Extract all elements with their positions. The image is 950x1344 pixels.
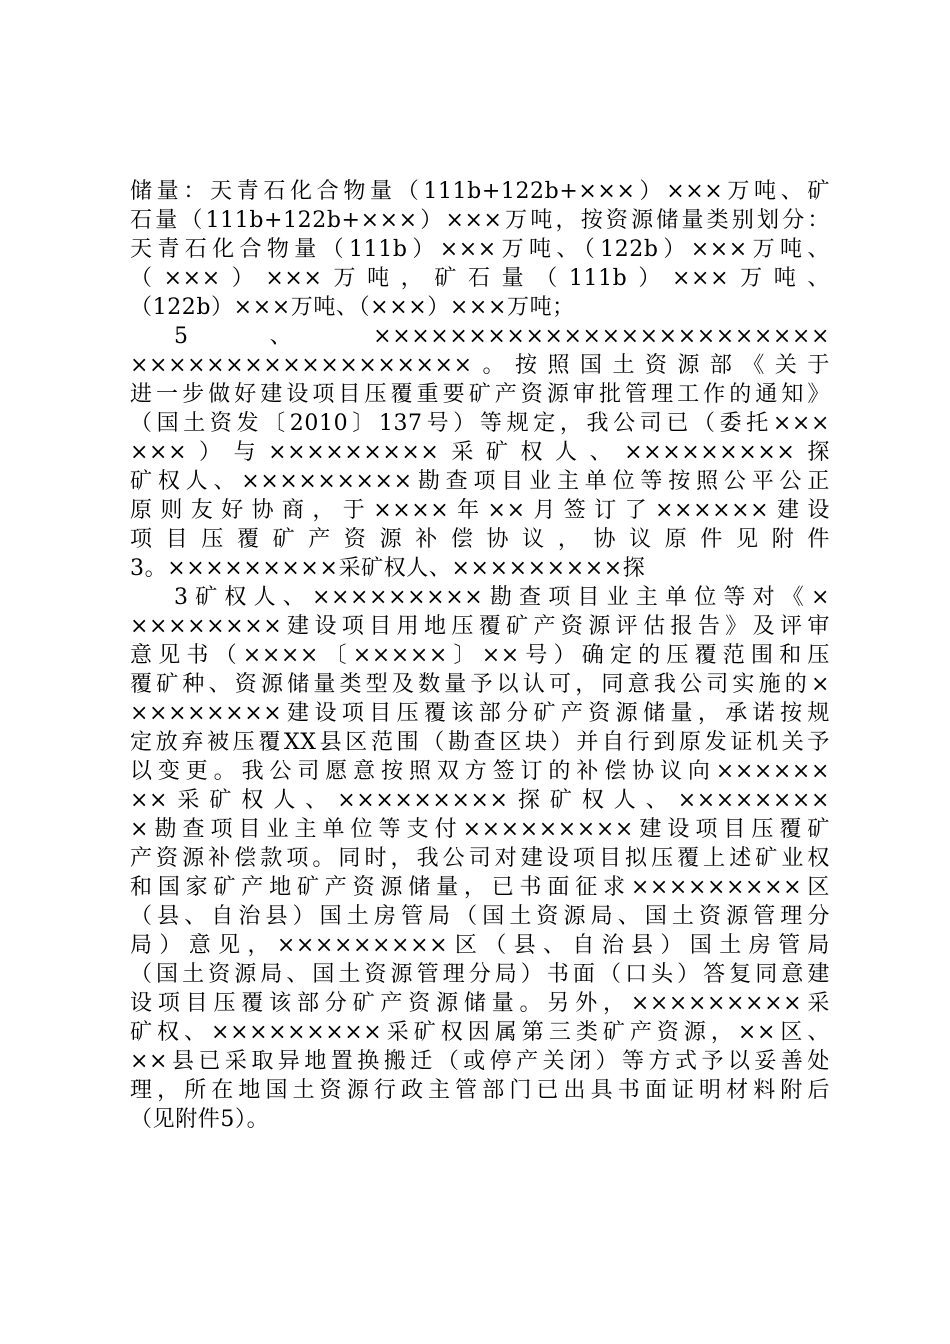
text-line: 原则友好协商，于××××年××月签订了××××××建设 — [130, 498, 830, 523]
text-line: （见附件5）。 — [130, 1107, 270, 1132]
text-line: 储量：天青石化合物量（111b+122b+×××）×××万吨、矿 — [130, 179, 830, 204]
text-line: 石量（111b+122b+×××）×××万吨，按资源储量类别划分： — [130, 208, 830, 233]
text-line: 项目压覆矿产资源补偿协议，协议原件见附件 — [130, 527, 830, 552]
text-line: ××县已采取异地置换搬迁（或停产关闭）等方式予以妥善处 — [130, 1049, 830, 1074]
text-line: 3矿权人、×××××××××勘查项目业主单位等对《× — [174, 585, 830, 610]
text-line: 覆矿种、资源储量类型及数量予以认可，同意我公司实施的× — [130, 672, 830, 697]
text-line: ×勘查项目业主单位等支付×××××××××建设项目压覆矿 — [130, 817, 830, 842]
text-line: （县、自治县）国土房管局（国土资源局、国土资源管理分 — [130, 904, 830, 929]
text-line: 设项目压覆该部分矿产资源储量。另外，×××××××××采 — [130, 991, 830, 1016]
text-line: 理，所在地国土资源行政主管部门已出具书面证明材料附后 — [130, 1078, 830, 1103]
text-line: 矿权、×××××××××采矿权因属第三类矿产资源，××区、 — [130, 1020, 830, 1045]
text-line: 3。×××××××××采矿权人、×××××××××探 — [130, 556, 646, 581]
text-line: ××××××××建设项目用地压覆矿产资源评估报告》及评审 — [130, 614, 830, 639]
text-line: 以变更。我公司愿意按照双方签订的补偿协议向×××××× — [130, 759, 830, 784]
text-line: 进一步做好建设项目压覆重要矿产资源审批管理工作的通知》 — [130, 382, 830, 407]
text-line: （122b）×××万吨、（×××）×××万吨； — [130, 295, 575, 320]
text-line: ××××××××××××××××××。按照国土资源部《关于 — [130, 353, 830, 378]
text-line: 矿权人、×××××××××勘查项目业主单位等按照公平公正 — [130, 469, 830, 494]
text-line: 局）意见，×××××××××区（县、自治县）国土房管局 — [130, 933, 830, 958]
text-line: 定放弃被压覆XX县区范围（勘查区块）并自行到原发证机关予 — [130, 730, 830, 755]
text-line: 意见书（××××〔×××××〕××号）确定的压覆范围和压 — [130, 643, 830, 668]
text-line: ××××××××建设项目压覆该部分矿产资源储量，承诺按规 — [130, 701, 830, 726]
text-line: （国土资源局、国土资源管理分局）书面（口头）答复同意建 — [130, 962, 830, 987]
text-line: 产资源补偿款项。同时，我公司对建设项目拟压覆上述矿业权 — [130, 846, 830, 871]
text-line: 和国家矿产地矿产资源储量，已书面征求×××××××××区 — [130, 875, 830, 900]
text-line: ××采矿权人、×××××××××探矿权人、×××××××× — [130, 788, 830, 813]
text-line: 5、×××××××××××××××××××××××× — [174, 324, 830, 349]
text-line: （×××）×××万吨，矿石量（111b）×××万吨、 — [130, 266, 830, 291]
text-line: ×××）与×××××××××采矿权人、×××××××××探 — [130, 440, 830, 465]
document-body — [130, 177, 830, 1134]
text-line: 天青石化合物量（111b）×××万吨、（122b）×××万吨、 — [130, 237, 830, 262]
text-line: （国土资发〔2010〕137号）等规定，我公司已（委托××× — [130, 411, 830, 436]
